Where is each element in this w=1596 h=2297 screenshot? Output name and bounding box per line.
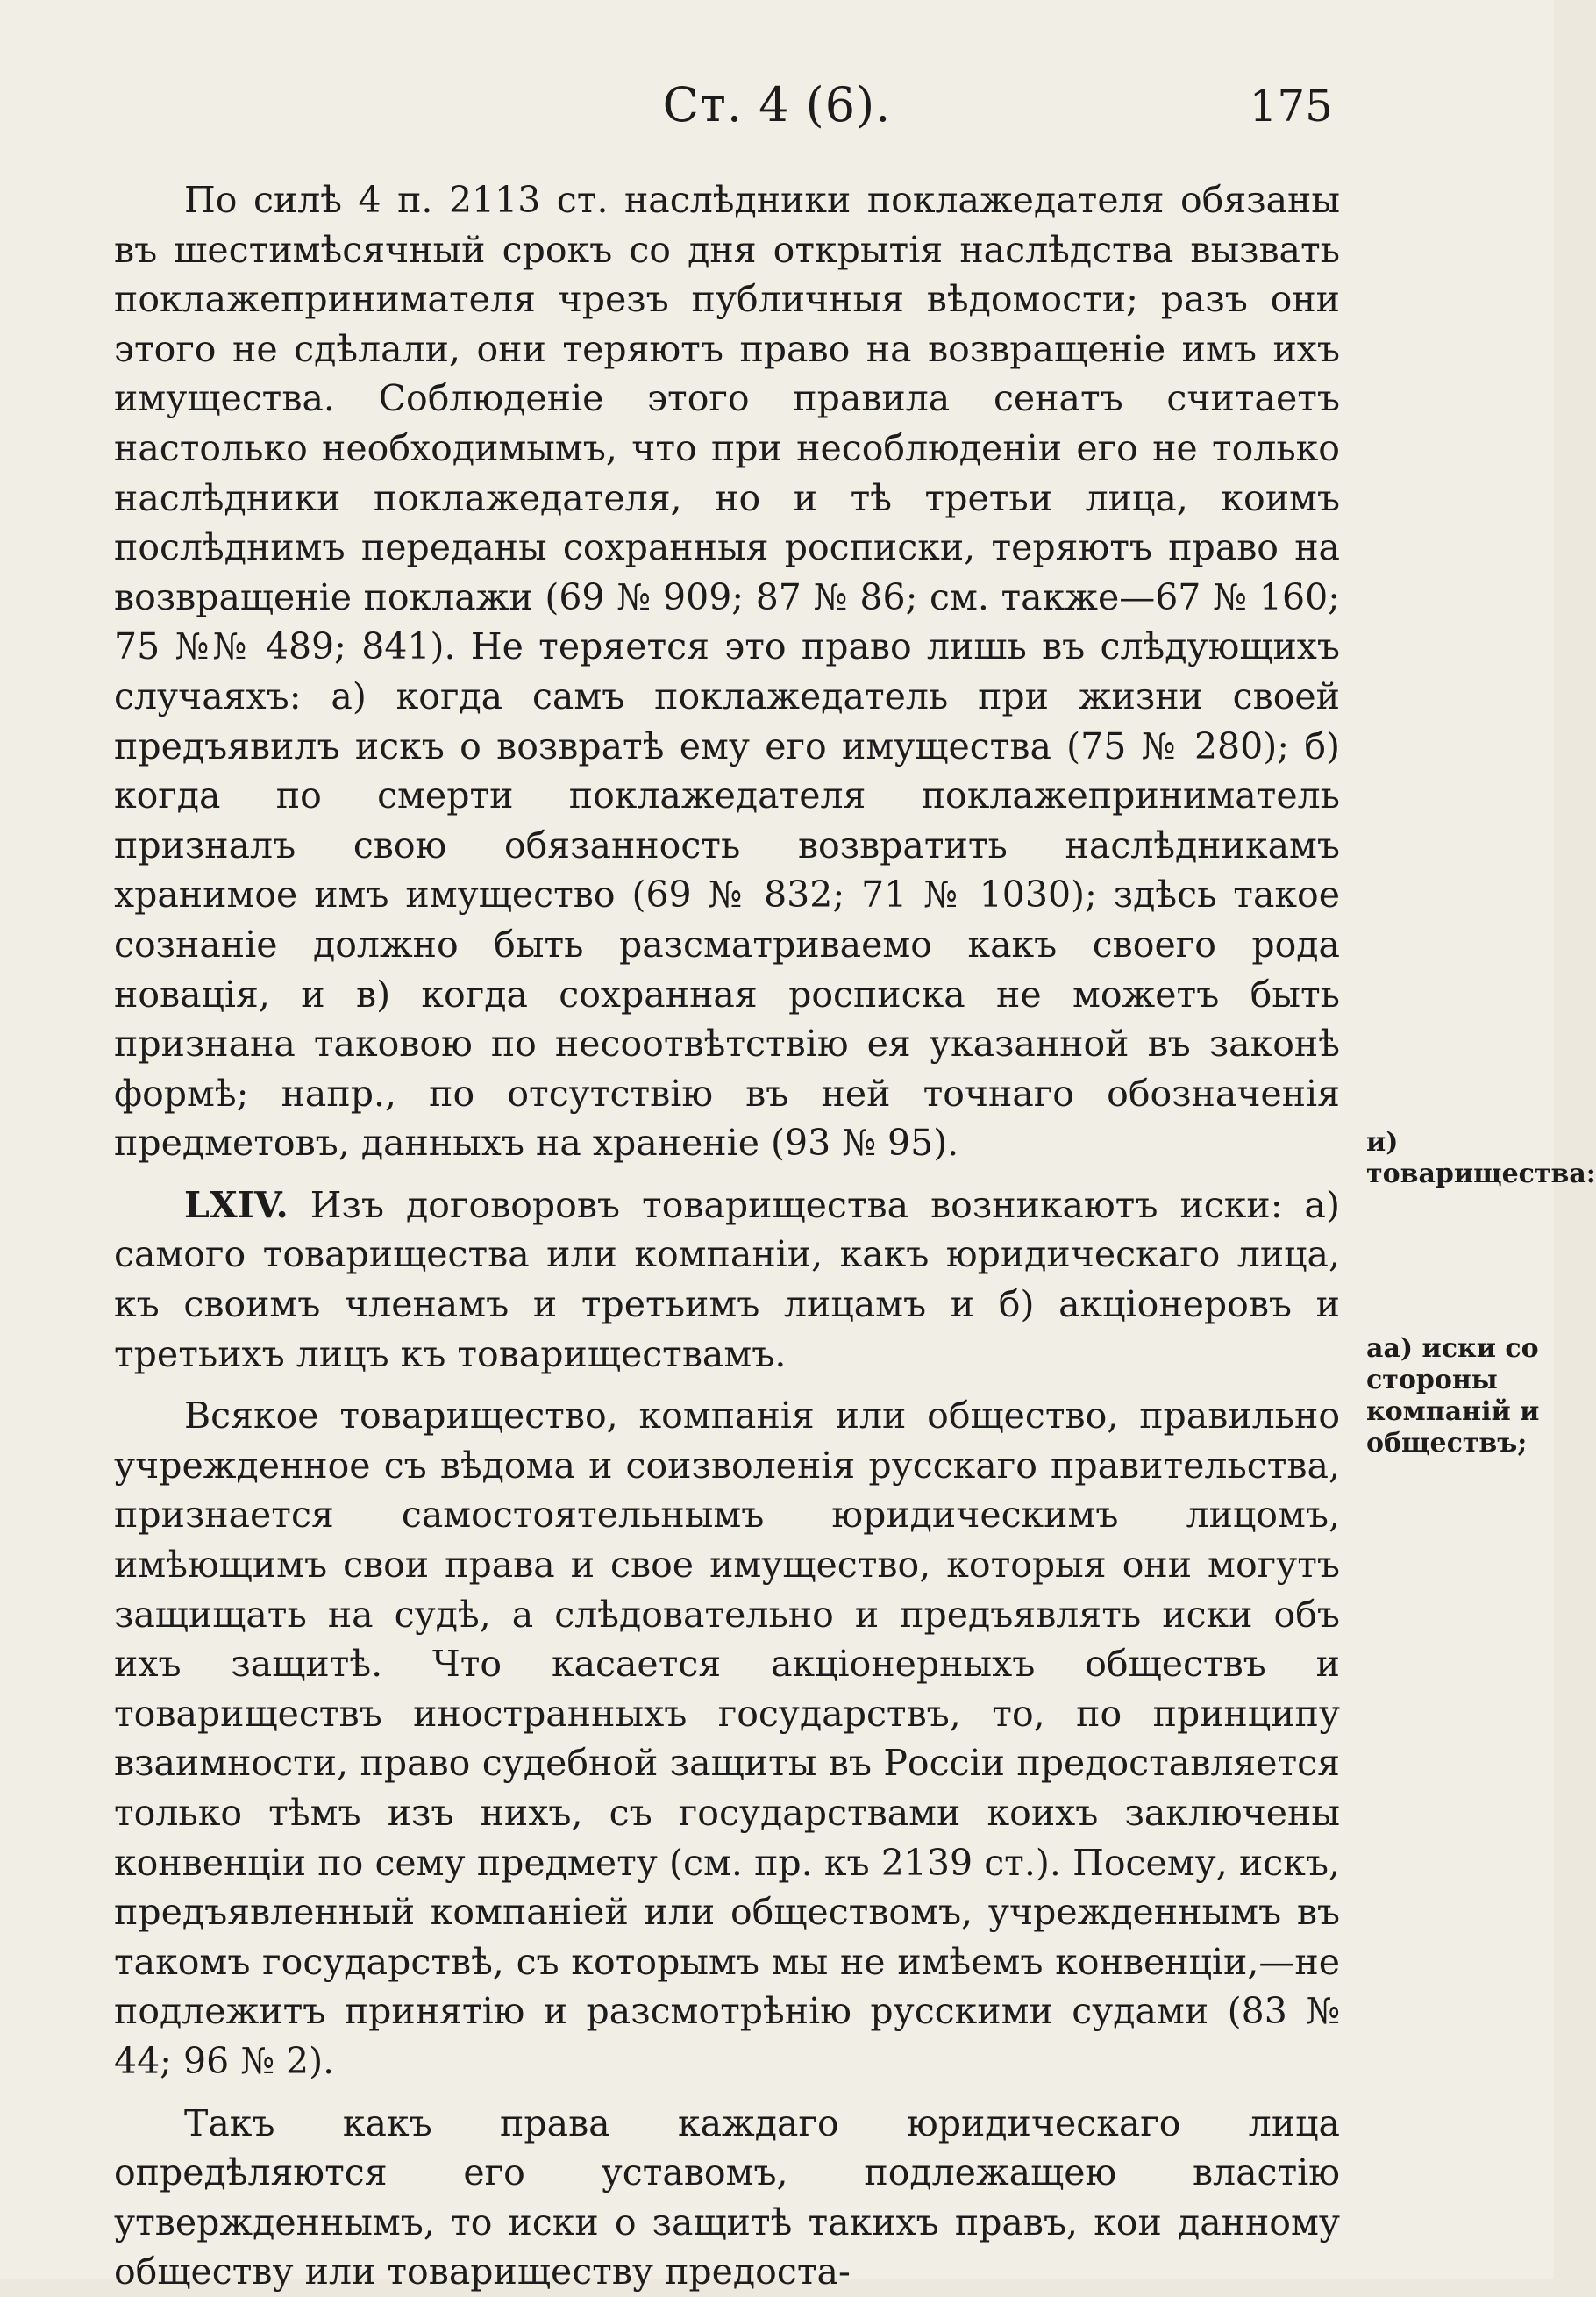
running-header-title: Ст. 4 (6). [662, 77, 892, 132]
paragraph-1: По силѣ 4 п. 2113 ст. наслѣдники поклажедателя обязаны въ шестимѣсячный срокъ со дня открытія наслѣдства вызвать поклажепринимателя чрезъ публичныя вѣдомости; разъ они этого не сдѣлали, они теряютъ право на возвращеніе имъ ихъ имущества. Соблюденіе этого правила сенатъ считаетъ настолько необходимымъ, что при несоблюденіи его не только наслѣдники поклажедателя, но и тѣ третьи лица, коимъ послѣднимъ переданы сохранныя росписки, теряютъ право на возвращеніе поклажи (69 № 909; 87 № 86; см. также—67 № 160; 75 №№ 489; 841). Не теряется это право лишь въ слѣдующихъ случаяхъ: а) когда самъ поклажедатель при жизни своей предъявилъ искъ о возвратѣ ему его имущества (75 № 280); б) когда по смерти поклажедателя поклажеприниматель призналъ свою обязанность возвратить наслѣдникамъ хранимое имъ имущество (69 № 832; 71 № 1030); здѣсь такое сознаніе должно быть разсматриваемо какъ своего рода новація, и в) когда сохранная росписка не можетъ быть признана таковою по несоотвѣтствію ея указанной въ законѣ формѣ; напр., по отсутствію въ ней точнаго обозначенія предметовъ, данныхъ на храненіе (93 № 95). [114, 179, 1340, 1165]
paragraph-2 [114, 1181, 1340, 1379]
paragraph-4: Такъ какъ права каждаго юридическаго лица опредѣляются его уставомъ, подлежащею властію утвержденнымъ, то иски о защитѣ такихъ правъ, кои данному обществу или товариществу предоста- [114, 2101, 1340, 2293]
main-text-column [114, 175, 1340, 2297]
margin-note-partnerships: и) товарищества: [1366, 1127, 1596, 1189]
page-number: 175 [1249, 81, 1333, 132]
paragraph-3: Всякое товарищество, компанія или общество, правильно учрежденное съ вѣдома и соизволенія русскаго правительства, признается самостоятельнымъ юридическимъ лицомъ, имѣющимъ свои права и свое имущество, которыя они могутъ защищать на судѣ, а слѣдовательно и предъявлять иски объ ихъ защитѣ. Что касается акціонерныхъ обществъ и товариществъ иностранныхъ государствъ, то, по принципу взаимности, право судебной защиты въ Россіи предоставляется только тѣмъ изъ нихъ, съ государствами коихъ заключены конвенціи по сему предмету (см. пр. къ 2139 ст.). Посему, искъ, предъявленный компаніей или обществомъ, учрежденнымъ въ такомъ государствѣ, съ которымъ мы не имѣемъ конвенціи,—не подлежитъ принятію и разсмотрѣнію русскими судами (83 № 44; 96 № 2). [114, 1395, 1340, 2082]
paragraph-2-text: Изъ договоровъ товарищества возникаютъ иски: а) самого товарищества или компаніи, какъ юридическаго лица, къ своимъ членамъ и третьимъ лицамъ и б) акціонеровъ и третьихъ лицъ къ товариществамъ. [114, 1183, 1340, 1375]
section-number: LXIV. [184, 1183, 289, 1226]
margin-note-company-claims: аа) иски со стороны компаній и обществъ; [1366, 1333, 1540, 1459]
